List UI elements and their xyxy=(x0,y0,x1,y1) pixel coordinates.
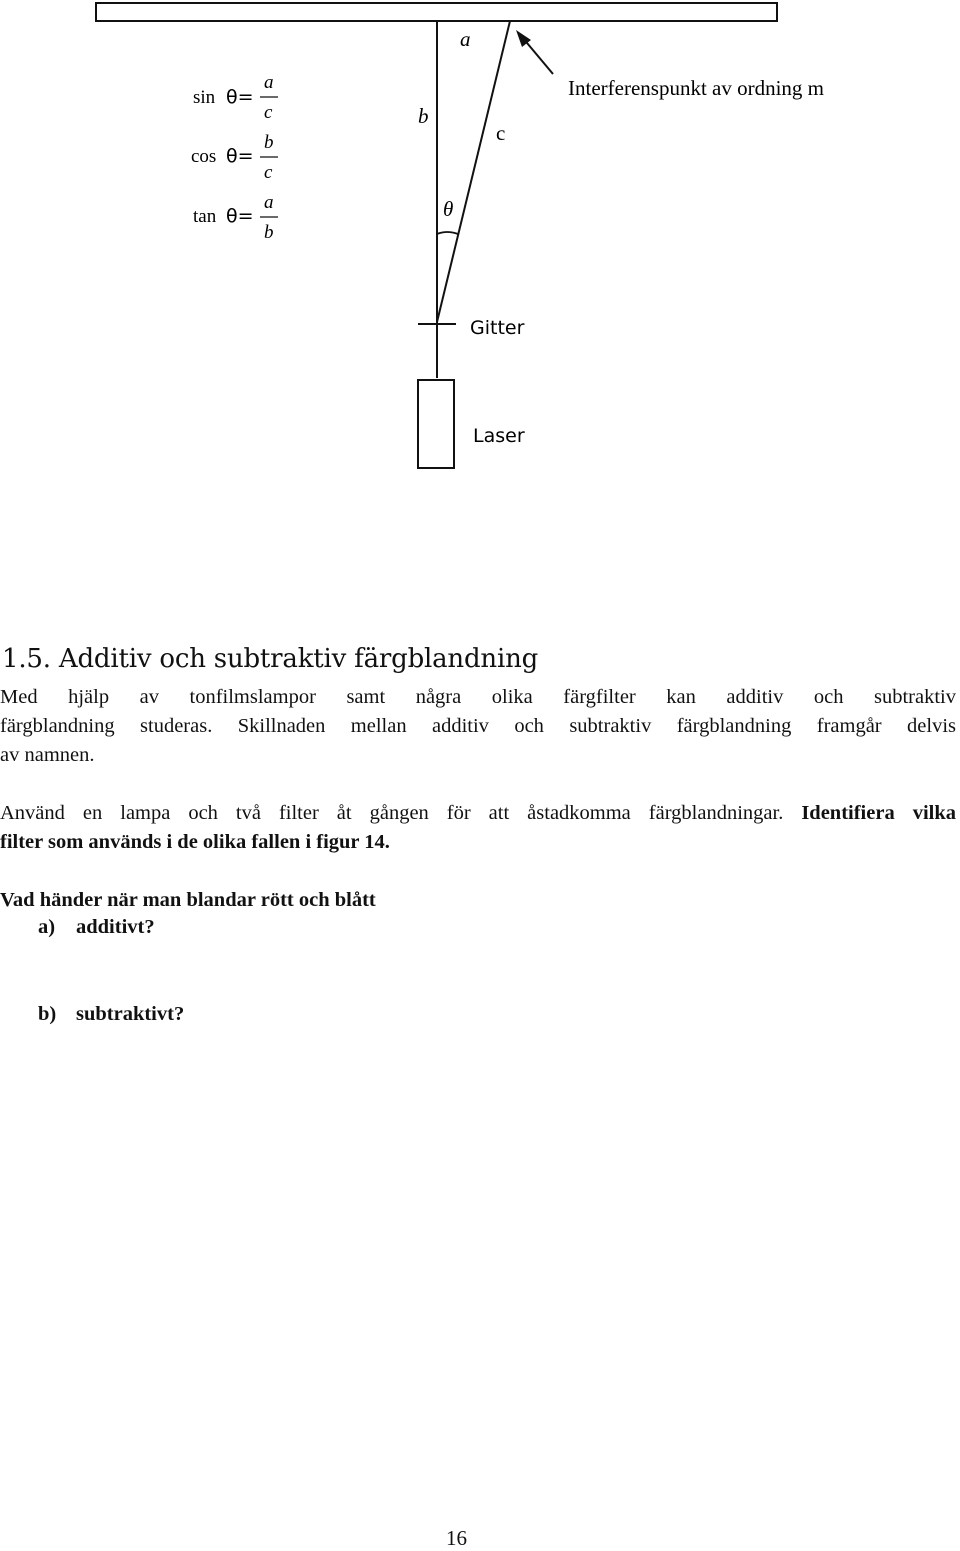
screen xyxy=(96,3,777,21)
section-heading: 1.5. Additiv och subtraktiv färgblandning xyxy=(2,644,539,674)
item-text: subtraktivt? xyxy=(76,1003,185,1025)
label-b: b xyxy=(418,104,429,128)
label-c: c xyxy=(496,121,506,145)
instruction-text: Använd en lampa och två filter åt gången för att åstadkomma färgblandningar. xyxy=(0,802,784,824)
label-a: a xyxy=(460,27,471,51)
denominator: c xyxy=(264,162,273,183)
svg-text:θ= xyxy=(226,145,254,167)
angle-arc xyxy=(437,232,458,234)
numerator: b xyxy=(264,132,274,153)
func-name: cos xyxy=(191,146,217,167)
func-name: sin xyxy=(193,87,216,108)
func-name: tan xyxy=(193,206,217,227)
instruction-emphasis-line: filter som används i de olika fallen i figur 14. xyxy=(0,831,390,853)
sin-formula xyxy=(193,72,278,123)
svg-text:θ= xyxy=(226,205,254,227)
equals-sign: = xyxy=(237,86,254,108)
diffracted-ray-line xyxy=(437,21,510,322)
theta-symbol: θ xyxy=(226,205,238,227)
item-label: b) xyxy=(38,1003,57,1025)
equals-sign: = xyxy=(237,205,254,227)
theta-symbol: θ xyxy=(226,145,238,167)
cos-formula xyxy=(191,132,278,183)
paragraph-line: Med hjälp av tonfilmslampor samt några olika färgfilter kan additiv och subtraktiv xyxy=(0,686,956,708)
paragraph-line: av namnen. xyxy=(0,744,95,766)
numerator: a xyxy=(264,192,274,213)
question-text: Vad händer när man blandar rött och blått xyxy=(0,889,376,911)
laser-box xyxy=(418,380,454,468)
paragraph-line xyxy=(0,799,956,828)
grating-diagram xyxy=(0,0,960,620)
svg-text:tan xyxy=(193,206,217,227)
equals-sign: = xyxy=(237,145,254,167)
denominator: b xyxy=(264,222,274,243)
tan-formula xyxy=(193,192,278,243)
svg-text:θ= xyxy=(226,86,254,108)
denominator: c xyxy=(264,102,273,123)
interference-point-label: Interferenspunkt av ordning m xyxy=(568,76,825,100)
page-number: 16 xyxy=(446,1526,467,1550)
grating-label: Gitter xyxy=(470,317,525,339)
theta-symbol: θ xyxy=(226,86,238,108)
svg-text:sin xyxy=(193,87,216,108)
paragraph-line: färgblandning studeras. Skillnaden mellan additiv och subtraktiv färgblandning framgår delvis xyxy=(0,715,956,737)
question-item-a xyxy=(38,916,155,939)
item-text: additivt? xyxy=(76,916,155,938)
laser-label: Laser xyxy=(473,425,525,447)
instruction-emphasis: Identifiera vilka xyxy=(801,802,956,824)
paragraph-intro xyxy=(0,683,956,770)
item-label: a) xyxy=(38,916,56,938)
question-item-b xyxy=(38,1003,184,1026)
svg-text:cos xyxy=(191,146,216,167)
numerator: a xyxy=(264,72,274,93)
paragraph-instructions xyxy=(0,799,956,857)
label-theta: θ xyxy=(443,197,454,221)
